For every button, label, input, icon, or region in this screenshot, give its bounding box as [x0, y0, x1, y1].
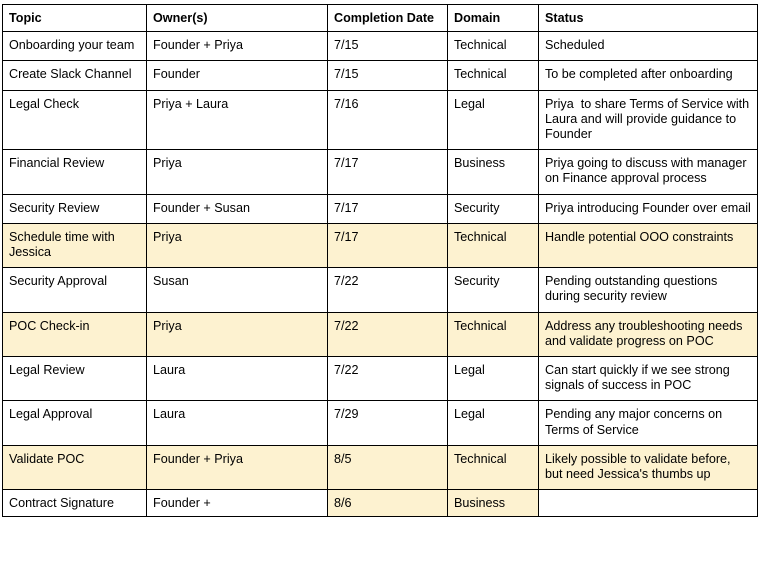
header-completion-date: Completion Date: [328, 5, 448, 32]
cell-date: 7/17: [328, 223, 448, 267]
cell-owner: Founder + Susan: [147, 194, 328, 223]
table-row: [3, 150, 758, 194]
cell-date: 7/16: [328, 90, 448, 150]
cell-owner: Founder +: [147, 490, 328, 517]
cell-status: [539, 490, 758, 517]
cell-domain: Technical: [448, 445, 539, 489]
cell-owner: Priya: [147, 312, 328, 356]
cell-owner: Susan: [147, 268, 328, 312]
cell-owner: Founder + Priya: [147, 32, 328, 61]
cell-status: Can start quickly if we see strong signals of success in POC: [539, 357, 758, 401]
cell-owner: Priya: [147, 223, 328, 267]
project-plan-table: [2, 4, 758, 517]
cell-owner: Founder: [147, 61, 328, 90]
table-row: [3, 90, 758, 150]
cell-status: Scheduled: [539, 32, 758, 61]
cell-domain: Legal: [448, 401, 539, 445]
cell-topic: Legal Check: [3, 90, 147, 150]
cell-topic: Legal Approval: [3, 401, 147, 445]
cell-date: 7/22: [328, 357, 448, 401]
cell-date: 7/22: [328, 312, 448, 356]
cell-owner: Laura: [147, 357, 328, 401]
cell-domain: Business: [448, 150, 539, 194]
cell-date: 7/29: [328, 401, 448, 445]
cell-topic: Security Approval: [3, 268, 147, 312]
table-row: [3, 268, 758, 312]
cell-owner: Laura: [147, 401, 328, 445]
cell-owner: Priya + Laura: [147, 90, 328, 150]
table-row: [3, 32, 758, 61]
cell-owner: Founder + Priya: [147, 445, 328, 489]
cell-topic: Onboarding your team: [3, 32, 147, 61]
cell-owner: Priya: [147, 150, 328, 194]
table-row-highlighted: [3, 312, 758, 356]
cell-status: Priya to share Terms of Service with Laura and will provide guidance to Founder: [539, 90, 758, 150]
cell-status: Priya introducing Founder over email: [539, 194, 758, 223]
cell-topic: Security Review: [3, 194, 147, 223]
cell-topic: POC Check-in: [3, 312, 147, 356]
cell-domain: Legal: [448, 357, 539, 401]
cell-status: Likely possible to validate before, but need Jessica's thumbs up: [539, 445, 758, 489]
cell-domain: Legal: [448, 90, 539, 150]
table-row: [3, 61, 758, 90]
cell-date: 7/15: [328, 32, 448, 61]
cell-domain: Security: [448, 268, 539, 312]
table-row: [3, 357, 758, 401]
cell-domain: Technical: [448, 312, 539, 356]
cell-date: 7/15: [328, 61, 448, 90]
cell-topic: Schedule time with Jessica: [3, 223, 147, 267]
header-owner: Owner(s): [147, 5, 328, 32]
cell-domain: Technical: [448, 61, 539, 90]
header-topic: Topic: [3, 5, 147, 32]
cell-date: 7/17: [328, 194, 448, 223]
table-row: [3, 401, 758, 445]
cell-status: Address any troubleshooting needs and validate progress on POC: [539, 312, 758, 356]
cell-status: To be completed after onboarding: [539, 61, 758, 90]
table-row: [3, 490, 758, 517]
cell-topic: Financial Review: [3, 150, 147, 194]
cell-topic: Contract Signature: [3, 490, 147, 517]
cell-domain: Technical: [448, 32, 539, 61]
cell-status: Pending outstanding questions during security review: [539, 268, 758, 312]
table-row-highlighted: [3, 223, 758, 267]
cell-topic: Legal Review: [3, 357, 147, 401]
cell-domain: Security: [448, 194, 539, 223]
cell-status: Handle potential OOO constraints: [539, 223, 758, 267]
table-row-highlighted: [3, 445, 758, 489]
header-status: Status: [539, 5, 758, 32]
header-domain: Domain: [448, 5, 539, 32]
table-header-row: [3, 5, 758, 32]
table-row: [3, 194, 758, 223]
cell-date: 7/17: [328, 150, 448, 194]
cell-status: Pending any major concerns on Terms of Service: [539, 401, 758, 445]
cell-domain: Business: [448, 490, 539, 517]
cell-status: Priya going to discuss with manager on Finance approval process: [539, 150, 758, 194]
cell-topic: Create Slack Channel: [3, 61, 147, 90]
cell-date: 7/22: [328, 268, 448, 312]
cell-topic: Validate POC: [3, 445, 147, 489]
cell-date: 8/5: [328, 445, 448, 489]
cell-date: 8/6: [328, 490, 448, 517]
cell-domain: Technical: [448, 223, 539, 267]
